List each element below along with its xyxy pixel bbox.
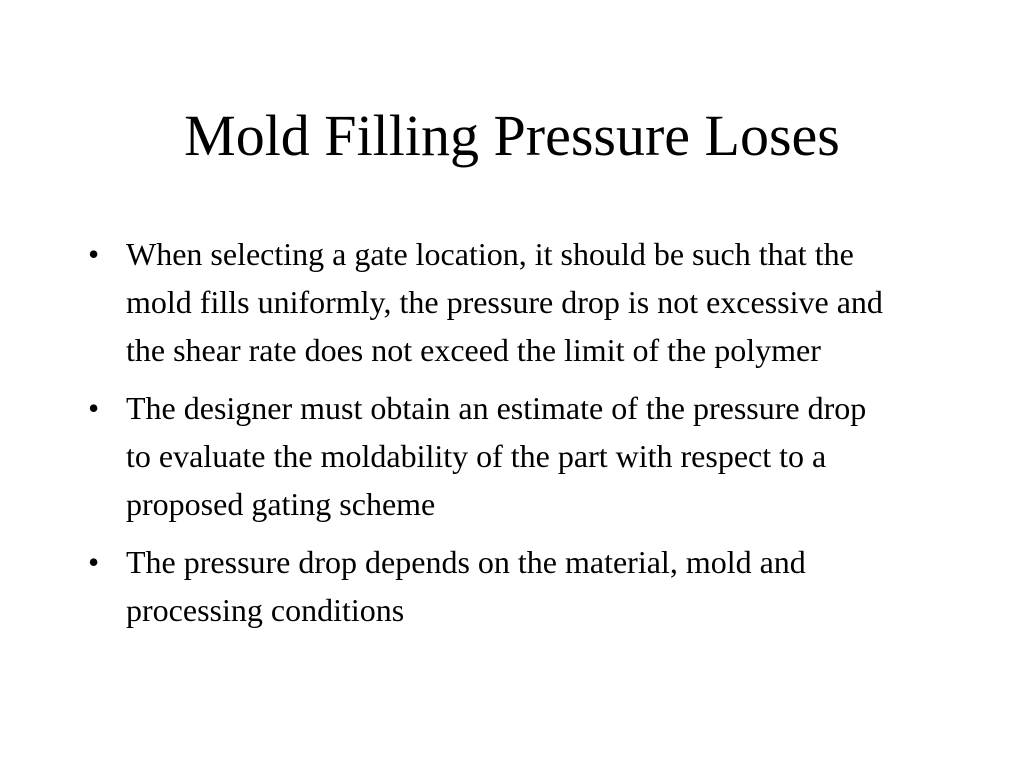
bullet-item xyxy=(86,384,926,528)
slide-title: Mold Filling Pressure Loses xyxy=(184,103,840,168)
bullet-item xyxy=(86,538,926,634)
bullet-text: When selecting a gate location, it should be such that the mold fills uniformly, the pressure drop is not excessive and the shear rate does not exceed the limit of the polymer xyxy=(126,236,883,368)
bullet-icon: • xyxy=(88,236,100,272)
bullet-text: The designer must obtain an estimate of the pressure drop to evaluate the moldability of the part with respect to a proposed gating scheme xyxy=(126,390,867,522)
bullet-item xyxy=(86,230,926,374)
bullet-text: The pressure drop depends on the material, mold and processing conditions xyxy=(126,544,806,628)
bullet-list xyxy=(86,230,926,644)
bullet-icon: • xyxy=(88,544,100,580)
bullet-icon: • xyxy=(88,390,100,426)
